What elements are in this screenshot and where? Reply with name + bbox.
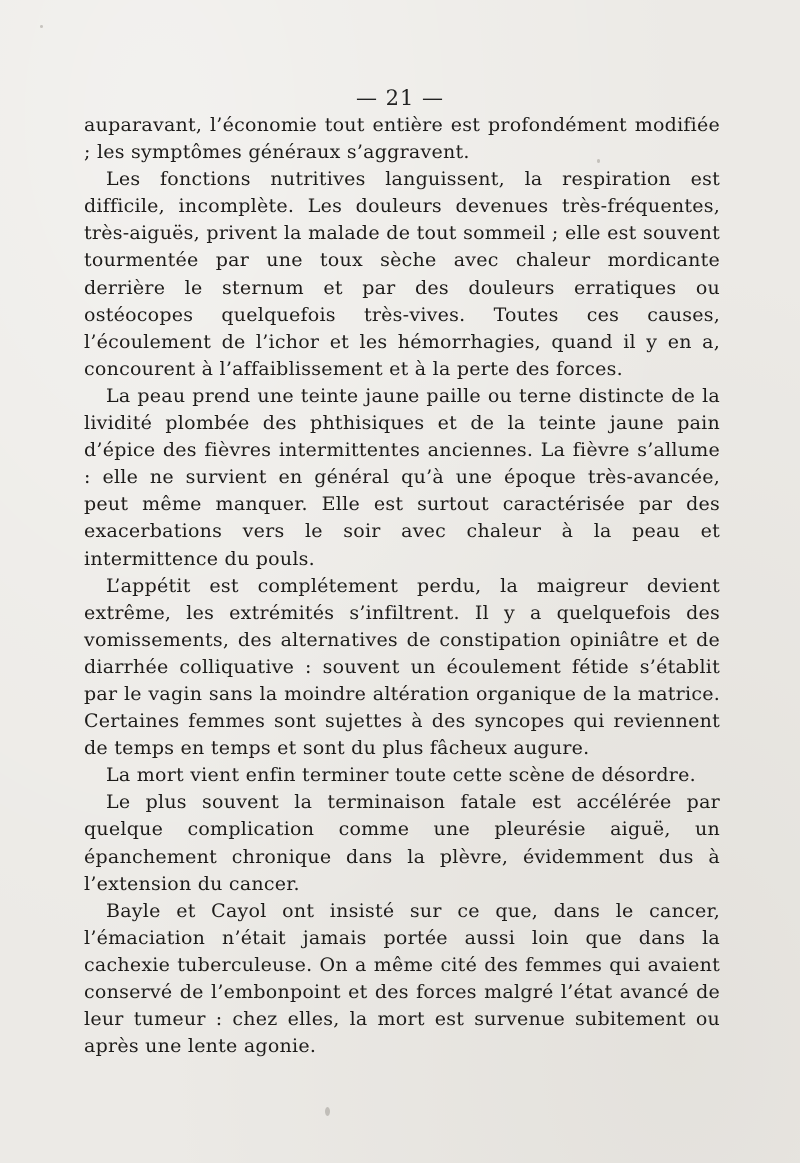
page-number: — 21 —	[355, 86, 445, 110]
paper-speck	[597, 159, 600, 163]
paragraph-nutrition: Les fonctions nutritives languissent, la respiration est difficile, incomplète. Les douleurs devenues très-fréquentes, très-aiguës, privent la malade de tout sommeil ; elle est souvent tourmentée par une toux sèche avec chaleur mordicante derrière le sternum et par des douleurs erratiques ou ostéocopes quelquefois très-vives. Toutes ces causes, l’écoulement de l’ichor et les hémorrhagies, quand il y en a, concourent à l’affaiblissement et à la perte des forces.	[84, 168, 720, 380]
body-text	[84, 112, 720, 1060]
paragraph-continuation: auparavant, l’économie tout entière est profondément modifiée ; les symptômes généraux s’aggravent.	[84, 114, 720, 164]
paper-speck	[325, 1107, 330, 1116]
paragraph-bayle-cayol: Bayle et Cayol ont insisté sur ce que, dans le cancer, l’émaciation n’était jamais portée aussi loin que dans la cachexie tuberculeuse. On a même cité des femmes qui avaient conservé de l’embonpoint et des forces malgré l’état avancé de leur tumeur : chez elles, la mort est survenue subitement ou après une lente agonie.	[84, 899, 720, 1058]
paragraph-appetite: L’appétit est complétement perdu, la maigreur devient extrême, les extrémités s’infiltrent. Il y a quelquefois des vomissements, des alternatives de constipation opiniâtre et de diarrhée colliquative : souvent un écoulement fétide s’établit par le vagin sans la moindre altération organique de la matrice. Certaines femmes sont sujettes à des syncopes qui reviennent de temps en temps et sont du plus fâcheux augure.	[84, 574, 720, 760]
paragraph-death: La mort vient enfin terminer toute cette scène de désordre.	[106, 764, 696, 787]
paragraph-skin: La peau prend une teinte jaune paille ou terne distincte de la lividité plombée des phthisiques et de la teinte jaune pain d’épice des fièvres intermittentes anciennes. La fièvre s’allume : elle ne survient en général qu’à une époque très-avancée, peut même manquer. Elle est surtout caractérisée par des exacerbations vers le soir avec chaleur à la peau et intermittence du pouls.	[84, 384, 720, 570]
paragraph-complication: Le plus souvent la terminaison fatale est accélérée par quelque complication comme une pleurésie aiguë, un épanchement chronique dans la plèvre, évidemment dus à l’extension du cancer.	[84, 791, 720, 895]
paper-speck	[40, 25, 43, 28]
